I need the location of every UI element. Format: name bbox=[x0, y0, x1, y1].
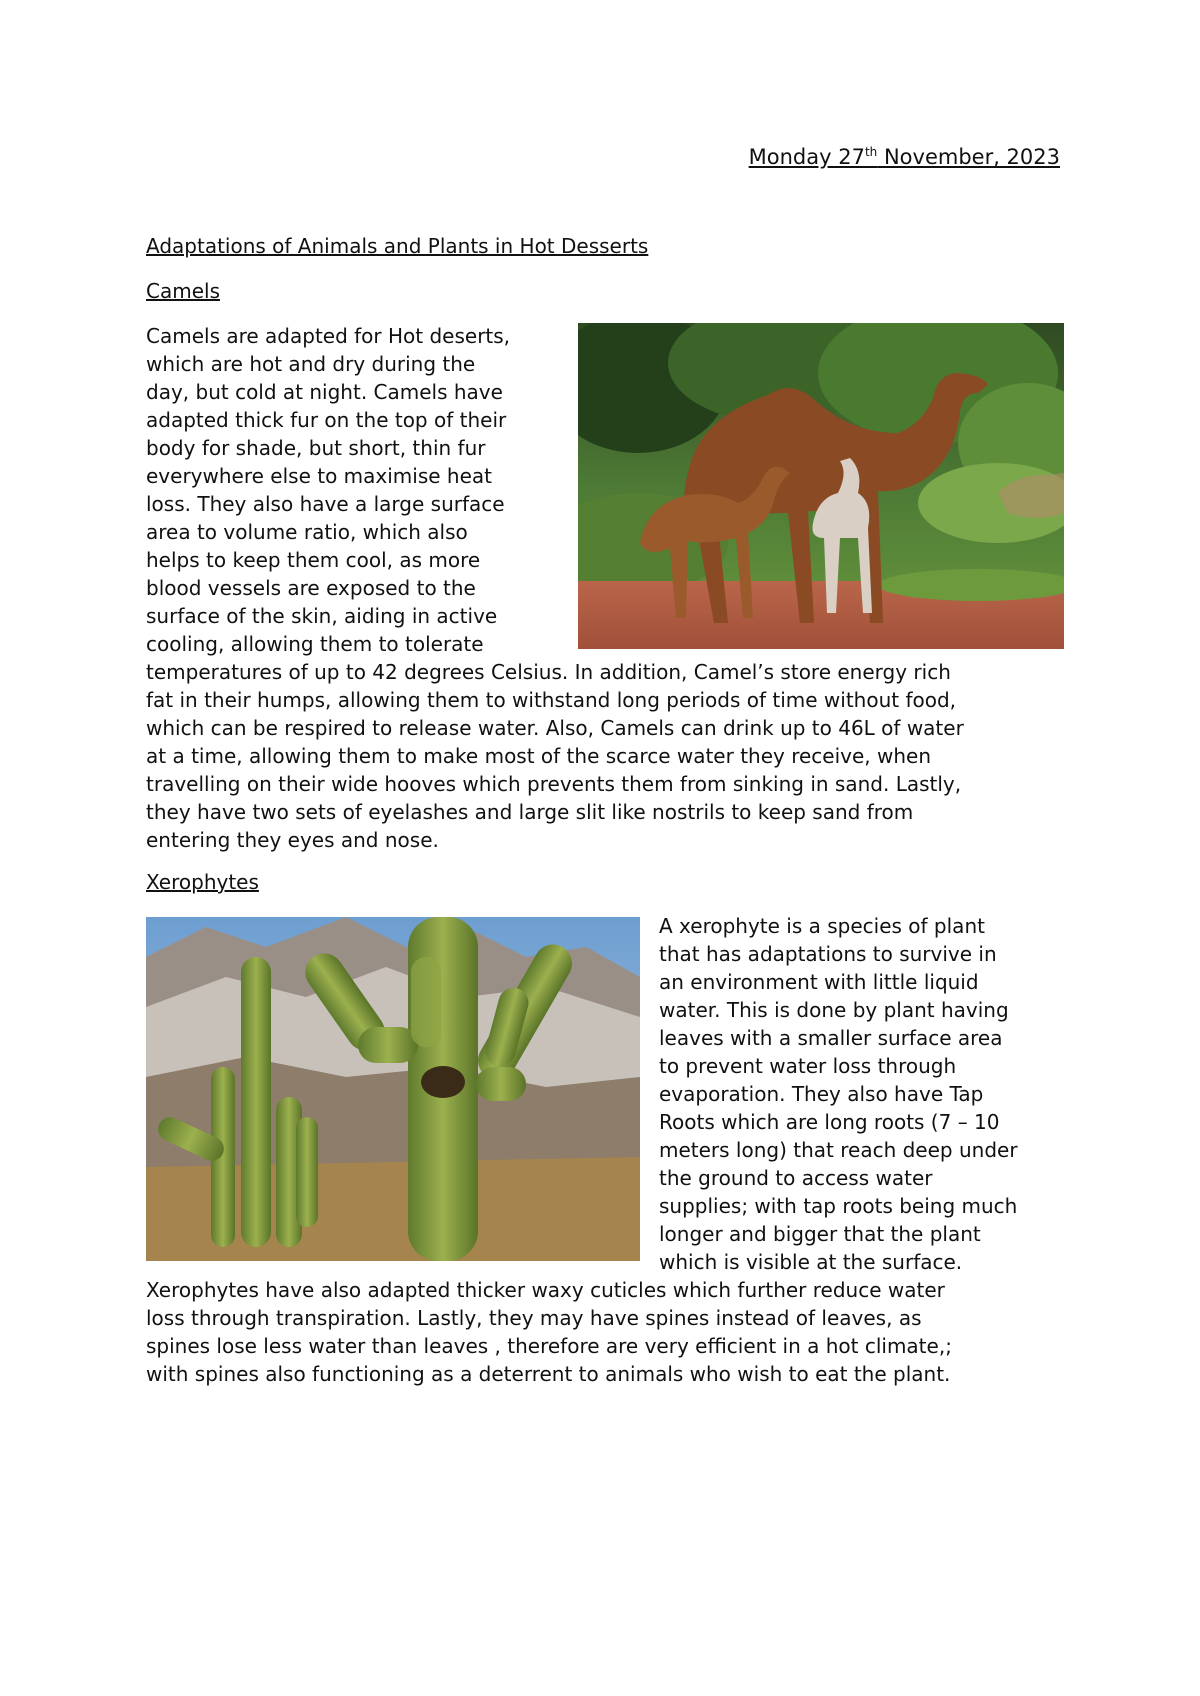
text-line: spines lose less water than leaves , therefore are very efficient in a hot climate,; bbox=[146, 1334, 952, 1358]
text-line: body for shade, but short, thin fur bbox=[146, 436, 486, 460]
xerophytes-paragraph-full bbox=[146, 1276, 952, 1388]
text-line: everywhere else to maximise heat bbox=[146, 464, 492, 488]
text-line: that has adaptations to survive in bbox=[659, 942, 997, 966]
text-line: Xerophytes have also adapted thicker waxy cuticles which further reduce water bbox=[146, 1278, 945, 1302]
text-line: which is visible at the surface. bbox=[659, 1250, 963, 1274]
text-line: Camels are adapted for Hot deserts, bbox=[146, 324, 511, 348]
text-line: the ground to access water bbox=[659, 1166, 933, 1190]
document-date: Monday 27th November, 2023 bbox=[748, 145, 1060, 169]
text-line: A xerophyte is a species of plant bbox=[659, 914, 985, 938]
text-line: cooling, allowing them to tolerate bbox=[146, 632, 484, 656]
text-line: with spines also functioning as a deterrent to animals who wish to eat the plant. bbox=[146, 1362, 951, 1386]
text-line: meters long) that reach deep under bbox=[659, 1138, 1018, 1162]
text-line: area to volume ratio, which also bbox=[146, 520, 468, 544]
text-line: at a time, allowing them to make most of the scarce water they receive, when bbox=[146, 744, 932, 768]
cactus-photo bbox=[146, 917, 640, 1261]
text-line: they have two sets of eyelashes and large slit like nostrils to keep sand from bbox=[146, 800, 914, 824]
text-line: supplies; with tap roots being much bbox=[659, 1194, 1018, 1218]
text-line: loss through transpiration. Lastly, they may have spines instead of leaves, as bbox=[146, 1306, 922, 1330]
text-line: blood vessels are exposed to the bbox=[146, 576, 476, 600]
text-line: an environment with little liquid bbox=[659, 970, 979, 994]
text-line: leaves with a smaller surface area bbox=[659, 1026, 1003, 1050]
text-line: helps to keep them cool, as more bbox=[146, 548, 481, 572]
text-line: travelling on their wide hooves which prevents them from sinking in sand. Lastly, bbox=[146, 772, 962, 796]
camel-photo bbox=[578, 323, 1064, 649]
section-heading-camels: Camels bbox=[146, 279, 220, 303]
text-line: entering they eyes and nose. bbox=[146, 828, 439, 852]
text-line: Roots which are long roots (7 – 10 bbox=[659, 1110, 1000, 1134]
text-line: surface of the skin, aiding in active bbox=[146, 604, 498, 628]
text-line: temperatures of up to 42 degrees Celsius. In addition, Camel’s store energy rich bbox=[146, 660, 951, 684]
section-heading-xerophytes: Xerophytes bbox=[146, 870, 259, 894]
document-title: Adaptations of Animals and Plants in Hot Desserts bbox=[146, 234, 649, 258]
text-line: longer and bigger that the plant bbox=[659, 1222, 981, 1246]
text-line: adapted thick fur on the top of their bbox=[146, 408, 507, 432]
xerophytes-paragraph-side bbox=[659, 912, 1018, 1276]
text-line: evaporation. They also have Tap bbox=[659, 1082, 984, 1106]
text-line: to prevent water loss through bbox=[659, 1054, 957, 1078]
text-line: day, but cold at night. Camels have bbox=[146, 380, 503, 404]
text-line: which can be respired to release water. Also, Camels can drink up to 46L of water bbox=[146, 716, 964, 740]
text-line: loss. They also have a large surface bbox=[146, 492, 505, 516]
text-line: fat in their humps, allowing them to withstand long periods of time without food, bbox=[146, 688, 957, 712]
text-line: which are hot and dry during the bbox=[146, 352, 476, 376]
text-line: water. This is done by plant having bbox=[659, 998, 1009, 1022]
